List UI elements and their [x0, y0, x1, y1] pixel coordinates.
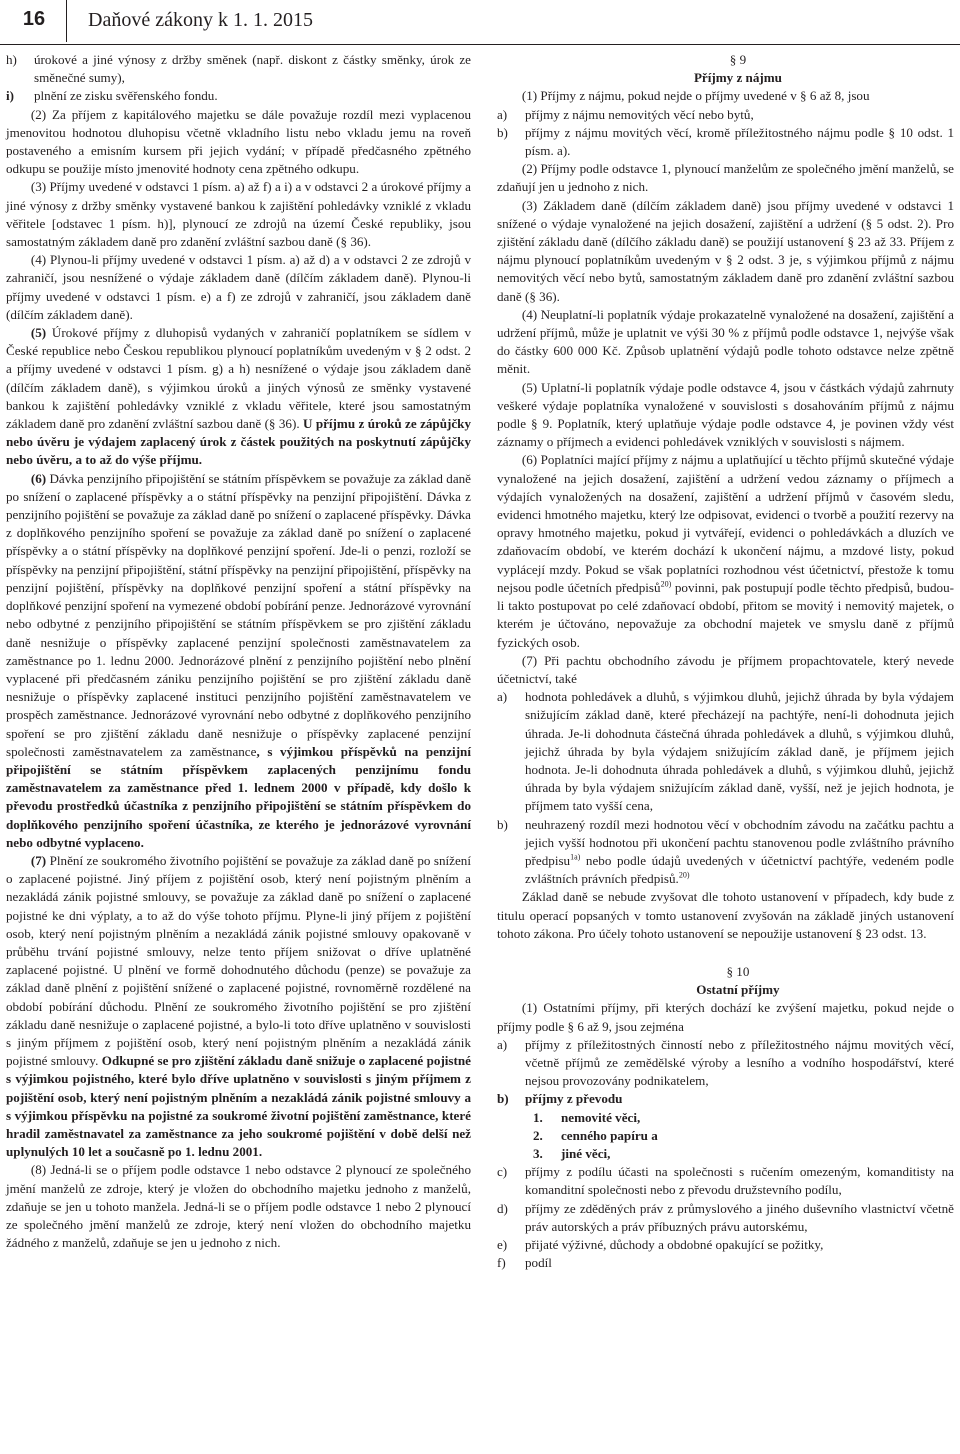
- item-label: h): [6, 52, 17, 67]
- footnote-ref: 20): [678, 870, 690, 880]
- paragraph-text: (6) Poplatníci mající příjmy z nájmu a uplatňující u těchto příjmů skutečné výdaje vynaložené na jejich dosažení, zajištění a udržení vedou záznamy o příjmech a výdajích vynaložených na dosažení, zajištění a udržení příjmů v časovém sledu, evidenci hmotného majetku, který lze odpisovat, evidenci o tvorbě a použití rezervy na opravy hmotného majetku, pokud ji vytvářejí, evidenci o pohledávkách a dluzích ve zdaňovacím období, ve kterém dochází k ukončení nájmu, a mzdové listy, pokud vyplácejí mzdy. Pokud se však poplatníci rozhodnou vést účetnictví, přestože k tomu nejsou podle účetních předpisů: [497, 452, 954, 595]
- page-number: 16: [22, 7, 46, 30]
- paragraph-number: (6): [30, 470, 47, 486]
- s9-item-7b: [497, 816, 954, 889]
- paragraph-text: Dávka penzijního připojištění se státním příspěvkem se považuje za základ daně po snížení o zaplacené příspěvky a o státní příspěvky na penzijní připojištění. Dávka z penzijního pojištění se považuje za základ daně po snížení o zaplacené příspěvky. Dávka z doplňkového penzijního spoření se považuje za základ daně po snížení o zaplacené příspěvky a o státní příspěvky na doplňkové penzijní spoření. Jde-li o penzi, rozloží se příspěvky na penzijní připojištění, státní příspěvky na penzijní připojištění, příspěvky na penzijní pojištění, příspěvky na doplňkové penzijní spoření a státní příspěvky na doplňkové penzijní spoření na vymezené období pobírání penze. Jednorázové vyrovnání nebo odbytné z penzijního připojištění se státním příspěvkem se pro zjištění základu daně nesnižuje o příspěvky zaplacené penzijní společnosti zaměstnavatelem za zaměstnance po 1. lednu 2000. Jednorázové plnění z penzijního pojištění nebo plnění vyplacené při předčasném zániku penzijního pojištění se pro zjištění základu daně nesnižuje o příspěvky zaplacené instituci penzijního pojištění zaměstnavatelem ve prospěch zaměstnance. Jednorázové vyrovnání nebo odbytné z doplňkového penzijního spoření se pro zjištění základu daně nesnižuje o příspěvky zaplacené penzijní společnosti zaměstnavatelem za zaměstnance: [6, 470, 471, 759]
- item-label: a): [497, 106, 508, 122]
- item-label: b): [497, 124, 508, 140]
- item-text: hodnota pohledávek a dluhů, s výjimkou dluhů, jejichž úhrada by byla výdajem snižujícím základ daně, které přecházejí na pachtýře, není-li dohodnuta jejich úhrada. Je-li dohodnuta částečná úhrada pohledávek a dluhů, s výjimkou dluhů, jejichž úhrada by byla výdajem snižujícím základ daně, je příjmem jejich hodnota. Je-li dohodnuta úhrada pohledávek a dluhů, s výjimkou dluhů, jejichž úhrada by byla výdajem snižujícím základ daně, vyšší, než je jejich hodnota, je příjmem tato vyšší cena,: [525, 689, 954, 814]
- item-text: příjmy z převodu: [525, 1091, 623, 1107]
- item-label: a): [497, 689, 508, 705]
- s9-paragraph-7-closing: Základ daně se nebude zvyšovat dle tohoto ustanovení v případech, kdy bude z titulu operací popsaných v tomto ustanovení zvyšován na základě jiných ustanovení tohoto zákona. Pro účely tohoto ustanovení se nepoužije ustanovení § 23 odst. 13.: [497, 889, 954, 941]
- item-text: nebo podle údajů uvedených v účetnictví pachtýře, vedeném podle zvláštních právních předpisů.: [525, 852, 954, 887]
- right-column: [497, 51, 954, 1272]
- subitem-label: 2.: [533, 1127, 543, 1143]
- s10-subitem-2: [497, 1127, 954, 1145]
- paragraph-bold-text: , s výjimkou příspěvků na penzijní připojištění se státním příspěvkem zaplacených penzijnímu fondu zaměstnavatelem za zaměstnance před 1. lednem 2000 v případě, kdy došlo k převodu prostředků účastníka z penzijního připojištění se státním příspěvkem do doplňkového penzijního spoření účastníka, ze kterého je jednorázové vyrovnání nebo odbytné vyplaceno.: [6, 743, 471, 850]
- paragraph-text: Úrokové příjmy z dluhopisů vydaných v zahraničí poplatníkem se sídlem v České republice nebo Českou republikou plynoucí poplatníkům uvedeným v § 2 odst. 2 a příjmy uvedené v odstavci 1 písm. g) a h) nesnížené o výdaje jsou základem daně (dílčím základem daně), s výjimkou úroků a jiných výnosů ze směnky vystavené bankou k zajištění pohledávky vzniklé z vkladu věřitele, které jsou samostatným základem daně pro zdanění zvláštní sazbou daně (§ 36).: [6, 325, 471, 432]
- s10-item-b: [497, 1090, 954, 1108]
- subitem-label: 1.: [533, 1109, 543, 1125]
- item-label: b): [497, 816, 508, 832]
- item-label: i): [6, 88, 14, 104]
- paragraph-text: Plnění ze soukromého životního pojištění se považuje za základ daně po snížení o zaplacené pojistné. Jiný příjem z pojištění osob, který není pojistným plněním a nezakládá zánik pojistné smlouvy, se považuje za základ daně po snížení o zaplacené pojistné ke dni výplaty, a to až do výše tohoto příjmu. Plyne-li jiný příjem z pojištění osob, který není pojistným plněním a nezakládá zánik pojistné smlouvy opakovaně v průběhu trvání pojistné smlouvy, nelze tento příjem snižovat o dříve uplatněné zaplacené pojistné. U plnění ve formě dohodnutého důchodu (penze) se považuje za základ daně plnění z pojištění snížené o zaplacené pojistné, rovnoměrně rozdělené na období pobírání důchodu. Plnění ze soukromého životního pojištění se pro zjištění základu daně nesnižuje o zaplacené pojistné, a bylo-li toto dříve uplatněno v souvislosti s jiným příjmem z pojištění osob, který není pojistným plněním a nezakládá zánik pojistné smlouvy.: [6, 852, 471, 1069]
- page-header: [0, 0, 960, 46]
- s9-item-a: [497, 106, 954, 124]
- item-label: f): [497, 1255, 506, 1271]
- item-label: a): [497, 1036, 508, 1052]
- s9-item-b: [497, 124, 954, 160]
- s10-item-c: [497, 1163, 954, 1199]
- item-label: d): [497, 1200, 508, 1216]
- s10-item-a: [497, 1036, 954, 1091]
- s10-subitem-3: [497, 1145, 954, 1163]
- item-label: e): [497, 1237, 508, 1252]
- s9-paragraph-4: (4) Neuplatní-li poplatník výdaje prokazatelně vynaložené na dosažení, zajištění a udržení příjmů, může je uplatnit ve výši 30 % z příjmů podle odstavce 1, nejvýše však do částky 600 000 Kč. Způsob uplatnění výdajů podle tohoto odstavce nelze zpětně měnit.: [497, 306, 954, 377]
- paragraph-bold-text: U příjmu z úroků ze zápůjčky nebo úvěru je výdajem zaplacený úrok z částek použitých na poskytnutí zápůjčky nebo úvěru, a to až do výše příjmu.: [6, 416, 471, 468]
- paragraph-text: povinni, pak postupují podle těchto předpisů, budou-li takto postupovat po celé zdaňovací období, přitom se movitý i nemovitý majetek, o kterém je účtováno, nepovažuje za obchodní majetek ve smyslu daně z příjmů fyzických osob.: [497, 579, 954, 650]
- paragraph-2: (2) Za příjem z kapitálového majetku se dále považuje rozdíl mezi vyplacenou jmenovitou hodnotou dluhopisu včetně vkladního listu nebo vkladu jemu na roveň postaveného a emisním kursem při jejich vydání; v případě předčasného zpětného odkupu se použije místo jmenovité hodnoty cena zpětného odkupu.: [6, 106, 471, 177]
- section-10-number: § 10: [726, 963, 750, 979]
- item-text: neuhrazený rozdíl mezi hodnotou věcí v obchodním závodu na začátku pachtu a jejich vyšší hodnotou při ukončení pachtu stanovenou podle zvláštního právního předpisu: [525, 816, 954, 868]
- s9-paragraph-5: (5) Uplatní-li poplatník výdaje podle odstavce 4, jsou v částkách výdajů zahrnuty veškeré výdaje poplatníka vynaložené v souvislosti s dosahováním příjmů z nájmu podle § 9. Poplatník, který uplatňuje výdaje podle odstavce 4, je povinen vždy vést záznamy o příjmech a evidenci pohledávek vzniklých v souvislosti s nájmem.: [497, 379, 954, 450]
- paragraph-5: [6, 324, 471, 470]
- item-text: podíl: [525, 1255, 552, 1271]
- s9-paragraph-3: (3) Základem daně (dílčím základem daně) jsou příjmy uvedené v odstavci 1 snížené o výdaje vynaložené na jejich dosažení, zajištění a udržení (§ 5 odst. 2). Pro zjištění základu daně (dílčího základu daně) se použijí ustanovení § 23 až 33. Příjem z nájmu plynoucí poplatníkům uvedeným v § 2 odst. 3 je, s výjimkou příjmů z nájmu nemovitých věcí nebo bytů, samostatným základem daně pro zdanění zvláštní sazbou daně (§ 36).: [497, 197, 954, 304]
- header-divider-vertical: [66, 0, 67, 42]
- subitem-text: nemovité věci,: [561, 1109, 641, 1125]
- item-i: [6, 87, 471, 105]
- paragraph-8: (8) Jedná-li se o příjem podle odstavce 1 nebo odstavce 2 plynoucí ze společného jmění manželů ze zdroje, který je vložen do obchodního majetku jednoho z manželů, zdaňuje se jen u tohoto manžela. Jedná-li se o příjem podle odstavce 1 nebo 2 plynoucí ze společného jmění manželů ze zdroje, který není vložen do obchodního majetku žádného z manželů, zdaňuje se jen u jednoho z nich.: [6, 1162, 471, 1251]
- item-text: přijaté výživné, důchody a obdobné opakující se požitky,: [525, 1237, 824, 1252]
- paragraph-number: (5): [30, 325, 47, 341]
- left-column: [6, 51, 471, 1252]
- item-text: plnění ze zisku svěřenského fondu.: [34, 88, 218, 104]
- header-divider-horizontal: [0, 44, 960, 45]
- paragraph-bold-text: Odkupné se pro zjištění základu daně snižuje o zaplacené pojistné s výjimkou pojistného, které bylo dříve uplatněno v souvislosti s jiným příjmem z pojištění osob, který není pojistným plněním a nezakládá zánik pojistné smlouvy a s výjimkou příspěvku na pojistné za soukromé životní pojištění zaměstnance, které hradil zaměstnavatel za zaměstnance za jeho soukromé pojištění v době delší než uplynulých 10 let a současně po 1. lednu 2001.: [6, 1053, 471, 1160]
- s10-paragraph-1: (1) Ostatními příjmy, při kterých dochází ke zvýšení majetku, pokud nejde o příjmy podle § 6 až 9, jsou zejména: [497, 1000, 954, 1034]
- s10-item-d: [497, 1200, 954, 1236]
- s10-item-e: [497, 1236, 954, 1254]
- item-text: příjmy ze zděděných práv z průmyslového a jiného duševního vlastnictví včetně práv autorských a práv příbuzných právu autorskému,: [525, 1200, 954, 1234]
- item-text: příjmy z nájmu movitých věcí, kromě příležitostného nájmu podle § 10 odst. 1 písm. a).: [525, 124, 954, 159]
- subitem-label: 3.: [533, 1145, 543, 1161]
- s9-paragraph-1: (1) Příjmy z nájmu, pokud nejde o příjmy uvedené v § 6 až 8, jsou: [521, 88, 870, 104]
- s9-paragraph-2: (2) Příjmy podle odstavce 1, plynoucí manželům ze společného jmění manželů, se zdaňují jen u jednoho z nich.: [497, 161, 954, 195]
- footnote-ref: 1a): [570, 852, 581, 862]
- paragraph-number: (7): [30, 852, 47, 868]
- subitem-text: jiné věci,: [561, 1145, 611, 1161]
- item-h: [6, 51, 471, 87]
- paragraph-4: (4) Plynou-li příjmy uvedené v odstavci 1 písm. a) až d) a v odstavci 2 ze zdrojů v zahraničí, jsou nesnížené o výdaje základem daně (dílčím základem daně). Plynou-li příjmy uvedené v odstavci 1 písm. e) a f) ze zdrojů v zahraničí, jsou základem daně (dílčím základem daně).: [6, 252, 471, 322]
- section-9-number: § 9: [729, 52, 747, 67]
- item-text: úrokové a jiné výnosy z držby směnek (např. diskont z částky směnky, úrok ze směnečné sumy),: [34, 52, 471, 86]
- item-text: příjmy z podílu účasti na společnosti s ručením omezeným, komanditisty na komanditní společnosti nebo z převodu družstevního podílu,: [525, 1164, 954, 1198]
- header-title: Daňové zákony k 1. 1. 2015: [88, 9, 313, 31]
- s9-paragraph-7: (7) Při pachtu obchodního závodu je příjmem propachtovatele, který nevede účetnictví, také: [497, 652, 954, 686]
- footnote-ref: 20): [660, 579, 672, 589]
- s9-item-7a: [497, 688, 954, 815]
- item-text: příjmy z nájmu nemovitých věcí nebo bytů,: [525, 106, 754, 122]
- section-spacer: [497, 943, 954, 963]
- s10-item-f: [497, 1254, 954, 1272]
- item-label: c): [497, 1164, 508, 1180]
- item-text: příjmy z příležitostných činností nebo z příležitostného nájmu movitých věcí, včetně příjmů ze zemědělské výroby a lesního a vodního hospodářství, které nejsou provozovány podnikatelem,: [525, 1036, 954, 1089]
- item-label: b): [497, 1091, 509, 1107]
- paragraph-7: [6, 852, 471, 1161]
- s9-paragraph-6: [497, 451, 954, 651]
- s10-subitem-1: [497, 1109, 954, 1127]
- paragraph-3: (3) Příjmy uvedené v odstavci 1 písm. a) až f) a i) a v odstavci 2 a úrokové příjmy a jiné výnosy z držby směnky vystavené bankou k zajištění pohledávky vzniklé z vkladu věřitele [odstavec 1 písm. h)], plynoucí ze zdrojů na území České republiky, jsou samostatným základem daně pro zdanění zvláštní sazbou daně (§ 36).: [6, 179, 471, 250]
- section-9-title: Příjmy z nájmu: [693, 70, 782, 86]
- paragraph-6: [6, 470, 471, 852]
- section-10-title: Ostatní příjmy: [696, 982, 780, 998]
- subitem-text: cenného papíru a: [561, 1127, 658, 1143]
